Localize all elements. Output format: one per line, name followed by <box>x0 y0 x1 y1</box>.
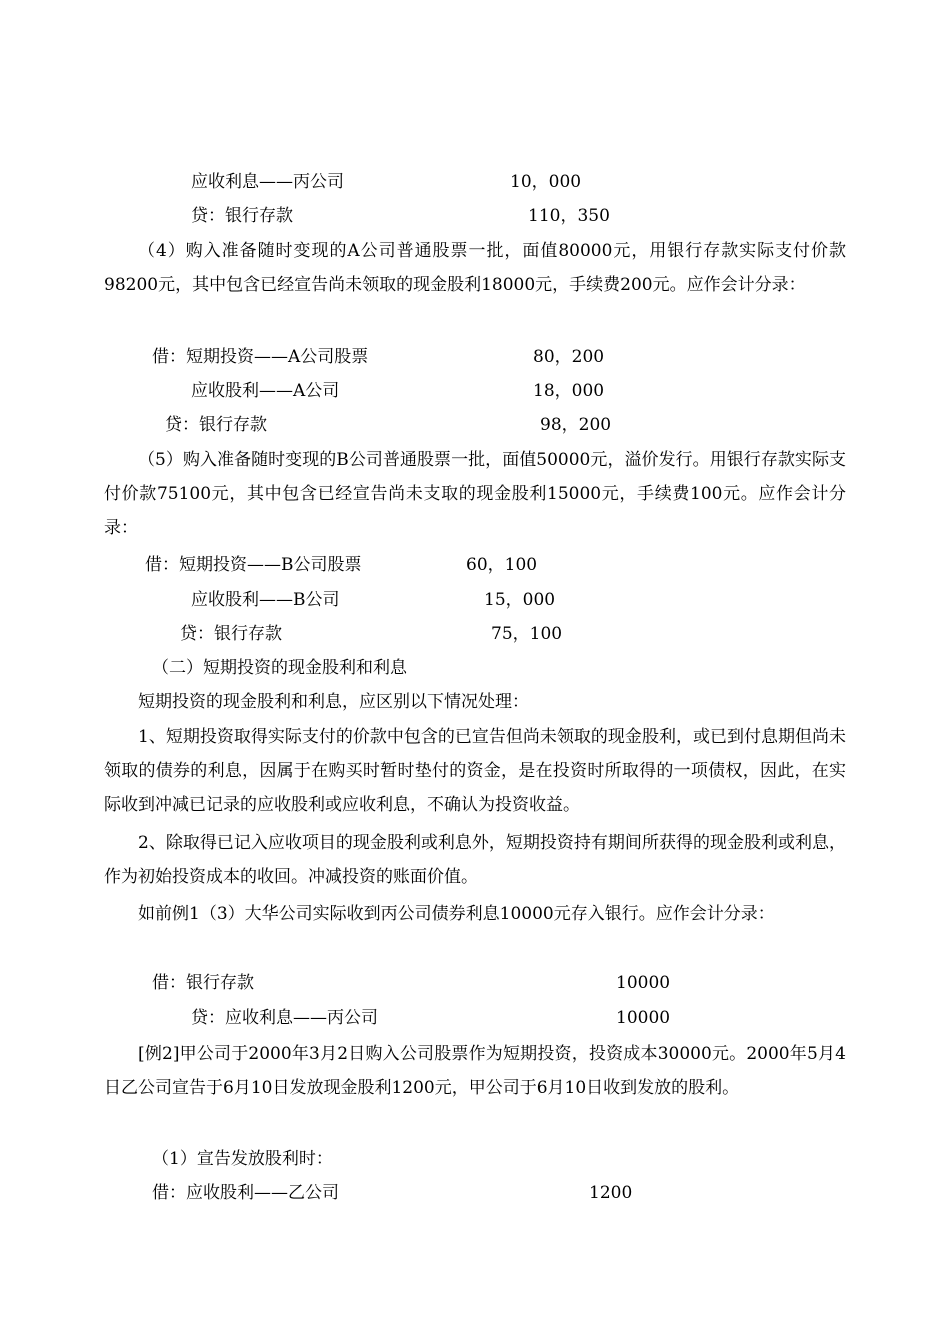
section-paragraph-2: 2、除取得已记入应收项目的现金股利或利息外，短期投资持有期间所获得的现金股利或利息，作为初始投资成本的收回。冲减投资的账面价值。 <box>104 833 846 887</box>
entry-amount: 10，000 <box>510 172 582 192</box>
entry-account: 借：银行存款 <box>152 973 254 993</box>
entry-amount: 80，200 <box>533 347 605 367</box>
section-heading: （二）短期投资的现金股利和利息 <box>152 658 407 678</box>
entry-account: 应收利息——丙公司 <box>191 172 344 192</box>
entry-account: 贷：银行存款 <box>165 415 267 435</box>
section-paragraph-1: 1、短期投资取得实际支付的价款中包含的已宣告但尚未领取的现金股利，或已到付息期但尚未领取的债券的利息，因属于在购买时暂时垫付的资金，是在投资时所取得的一项债权，因此，在实际收到冲减已记录的应收股利或应收利息，不确认为投资收益。 <box>104 727 846 815</box>
entry-amount: 60，100 <box>466 555 538 575</box>
item4-paragraph: （4）购入准备随时变现的A公司普通股票一批，面值80000元，用银行存款实际支付价款98200元，其中包含已经宣告尚未领取的现金股利18000元，手续费200元。应作会计分录： <box>104 241 846 295</box>
entry-account: 借：短期投资——B公司股票 <box>145 555 362 575</box>
entry-amount: 10000 <box>616 1008 671 1028</box>
entry-amount: 1200 <box>589 1183 633 1203</box>
entry-amount: 110，350 <box>528 206 610 226</box>
entry-account: 应收股利——A公司 <box>191 381 340 401</box>
entry-account: 贷：应收利息——丙公司 <box>191 1008 378 1028</box>
section-paragraph-3: 如前例1（3）大华公司实际收到丙公司债券利息10000元存入银行。应作会计分录： <box>138 904 775 924</box>
entry-amount: 98，200 <box>540 415 612 435</box>
example2-step: （1）宣告发放股利时： <box>152 1149 333 1169</box>
entry-account: 应收股利——B公司 <box>191 590 340 610</box>
entry-amount: 10000 <box>616 973 671 993</box>
entry-account: 借：应收股利——乙公司 <box>152 1183 339 1203</box>
entry-amount: 18，000 <box>533 381 605 401</box>
entry-amount: 75，100 <box>491 624 563 644</box>
entry-account: 借：短期投资——A公司股票 <box>152 347 369 367</box>
entry-account: 贷：银行存款 <box>191 206 293 226</box>
example2-paragraph: [例2]甲公司于2000年3月2日购入公司股票作为短期投资，投资成本30000元。2000年5月4日乙公司宣告于6月10日发放现金股利1200元，甲公司于6月10日收到发放的股利。 <box>104 1044 846 1098</box>
entry-amount: 15，000 <box>484 590 556 610</box>
item5-paragraph: （5）购入准备随时变现的B公司普通股票一批，面值50000元，溢价发行。用银行存款实际支付价款75100元，其中包含已经宣告尚未支取的现金股利15000元，手续费100元。应作会计分录： <box>104 450 846 538</box>
entry-account: 贷：银行存款 <box>180 624 282 644</box>
section-intro: 短期投资的现金股利和利息，应区别以下情况处理： <box>138 692 529 712</box>
